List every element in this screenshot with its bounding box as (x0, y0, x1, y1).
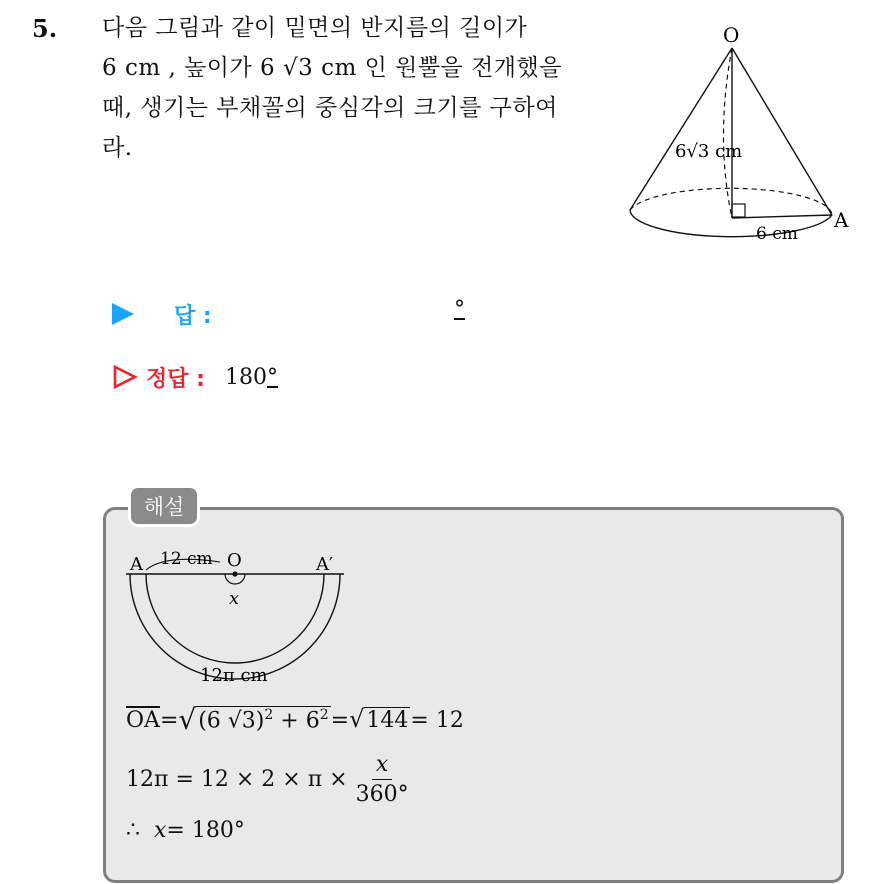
cone-figure (620, 18, 860, 258)
answer-row (112, 297, 465, 331)
sector-figure (120, 540, 360, 690)
sector-center-dot (232, 571, 237, 576)
sector-angle-label: x (229, 588, 240, 609)
line2-lhs: 12π = 12 × 2 × π × (126, 767, 348, 792)
question-line-1: 다음 그림과 같이 밑면의 반지름의 길이가 (102, 15, 528, 41)
question-number: 5. (32, 14, 58, 43)
cone-hidden-slant (724, 48, 733, 218)
question-line-2: 6 cm , 높이가 6 √3 cm 인 원뿔을 전개했을 (102, 55, 562, 81)
sector-radius-label: 12 cm (160, 549, 213, 569)
answer-blank[interactable]: ° (454, 297, 465, 322)
cone-apex-label: O (723, 23, 740, 47)
cone-point-label: A (834, 208, 849, 232)
sqrt-expression: √ (6 $√3)^2 + 6^2$ (178, 703, 329, 736)
correct-number: 180 (224, 364, 267, 390)
correct-label: 정답 : (146, 366, 205, 392)
sector-left-label: A (130, 554, 143, 575)
angle-fraction (356, 752, 409, 807)
cone-radius (732, 215, 832, 218)
cone-right-edge (732, 48, 832, 215)
sector-center-label: O (227, 550, 242, 571)
segment-oa: $\overline{OA}$ (126, 707, 160, 733)
answer-label: 답 : (174, 303, 212, 329)
sector-arc-label: 12π cm (200, 665, 268, 686)
fraction-numerator: x (372, 752, 392, 780)
result-variable: x (154, 818, 167, 843)
correct-unit: ° (266, 364, 278, 390)
square-2: 2 (319, 707, 329, 723)
question-text (102, 8, 602, 168)
correct-answer-row (112, 360, 278, 394)
correct-value (225, 365, 278, 390)
explanation-tag: 해설 (128, 485, 200, 527)
line1-result: = 12 (410, 707, 464, 733)
line3-result: = 180° (166, 818, 245, 843)
cone-slant-label: 6√3 cm (675, 141, 743, 162)
equals-2: = (330, 707, 350, 733)
question-line-4: 라. (102, 135, 133, 161)
square-1: 2 (264, 707, 274, 723)
sqrt-144: √ 144 (349, 705, 409, 733)
answer-arrow-icon (112, 303, 134, 325)
sector-right-label: A′ (316, 554, 334, 575)
fraction-denominator: 360° (355, 782, 409, 807)
explanation-line-3 (126, 818, 245, 843)
cone-left-edge (630, 48, 732, 210)
explanation-line-2 (126, 752, 409, 807)
equals-1: = (159, 707, 179, 733)
therefore-symbol: ∴ (126, 818, 140, 843)
question-line-3: 때, 생기는 부채꼴의 중심각의 크기를 구하여 (102, 95, 558, 121)
right-angle-mark (732, 204, 745, 217)
correct-arrow-icon (112, 364, 138, 390)
sqrt-term-1: (6 √3) (198, 708, 265, 734)
explanation-line-1 (126, 703, 464, 736)
sqrt-term-2: + 6 (273, 708, 320, 734)
cone-radius-label: 6 cm (756, 224, 798, 244)
